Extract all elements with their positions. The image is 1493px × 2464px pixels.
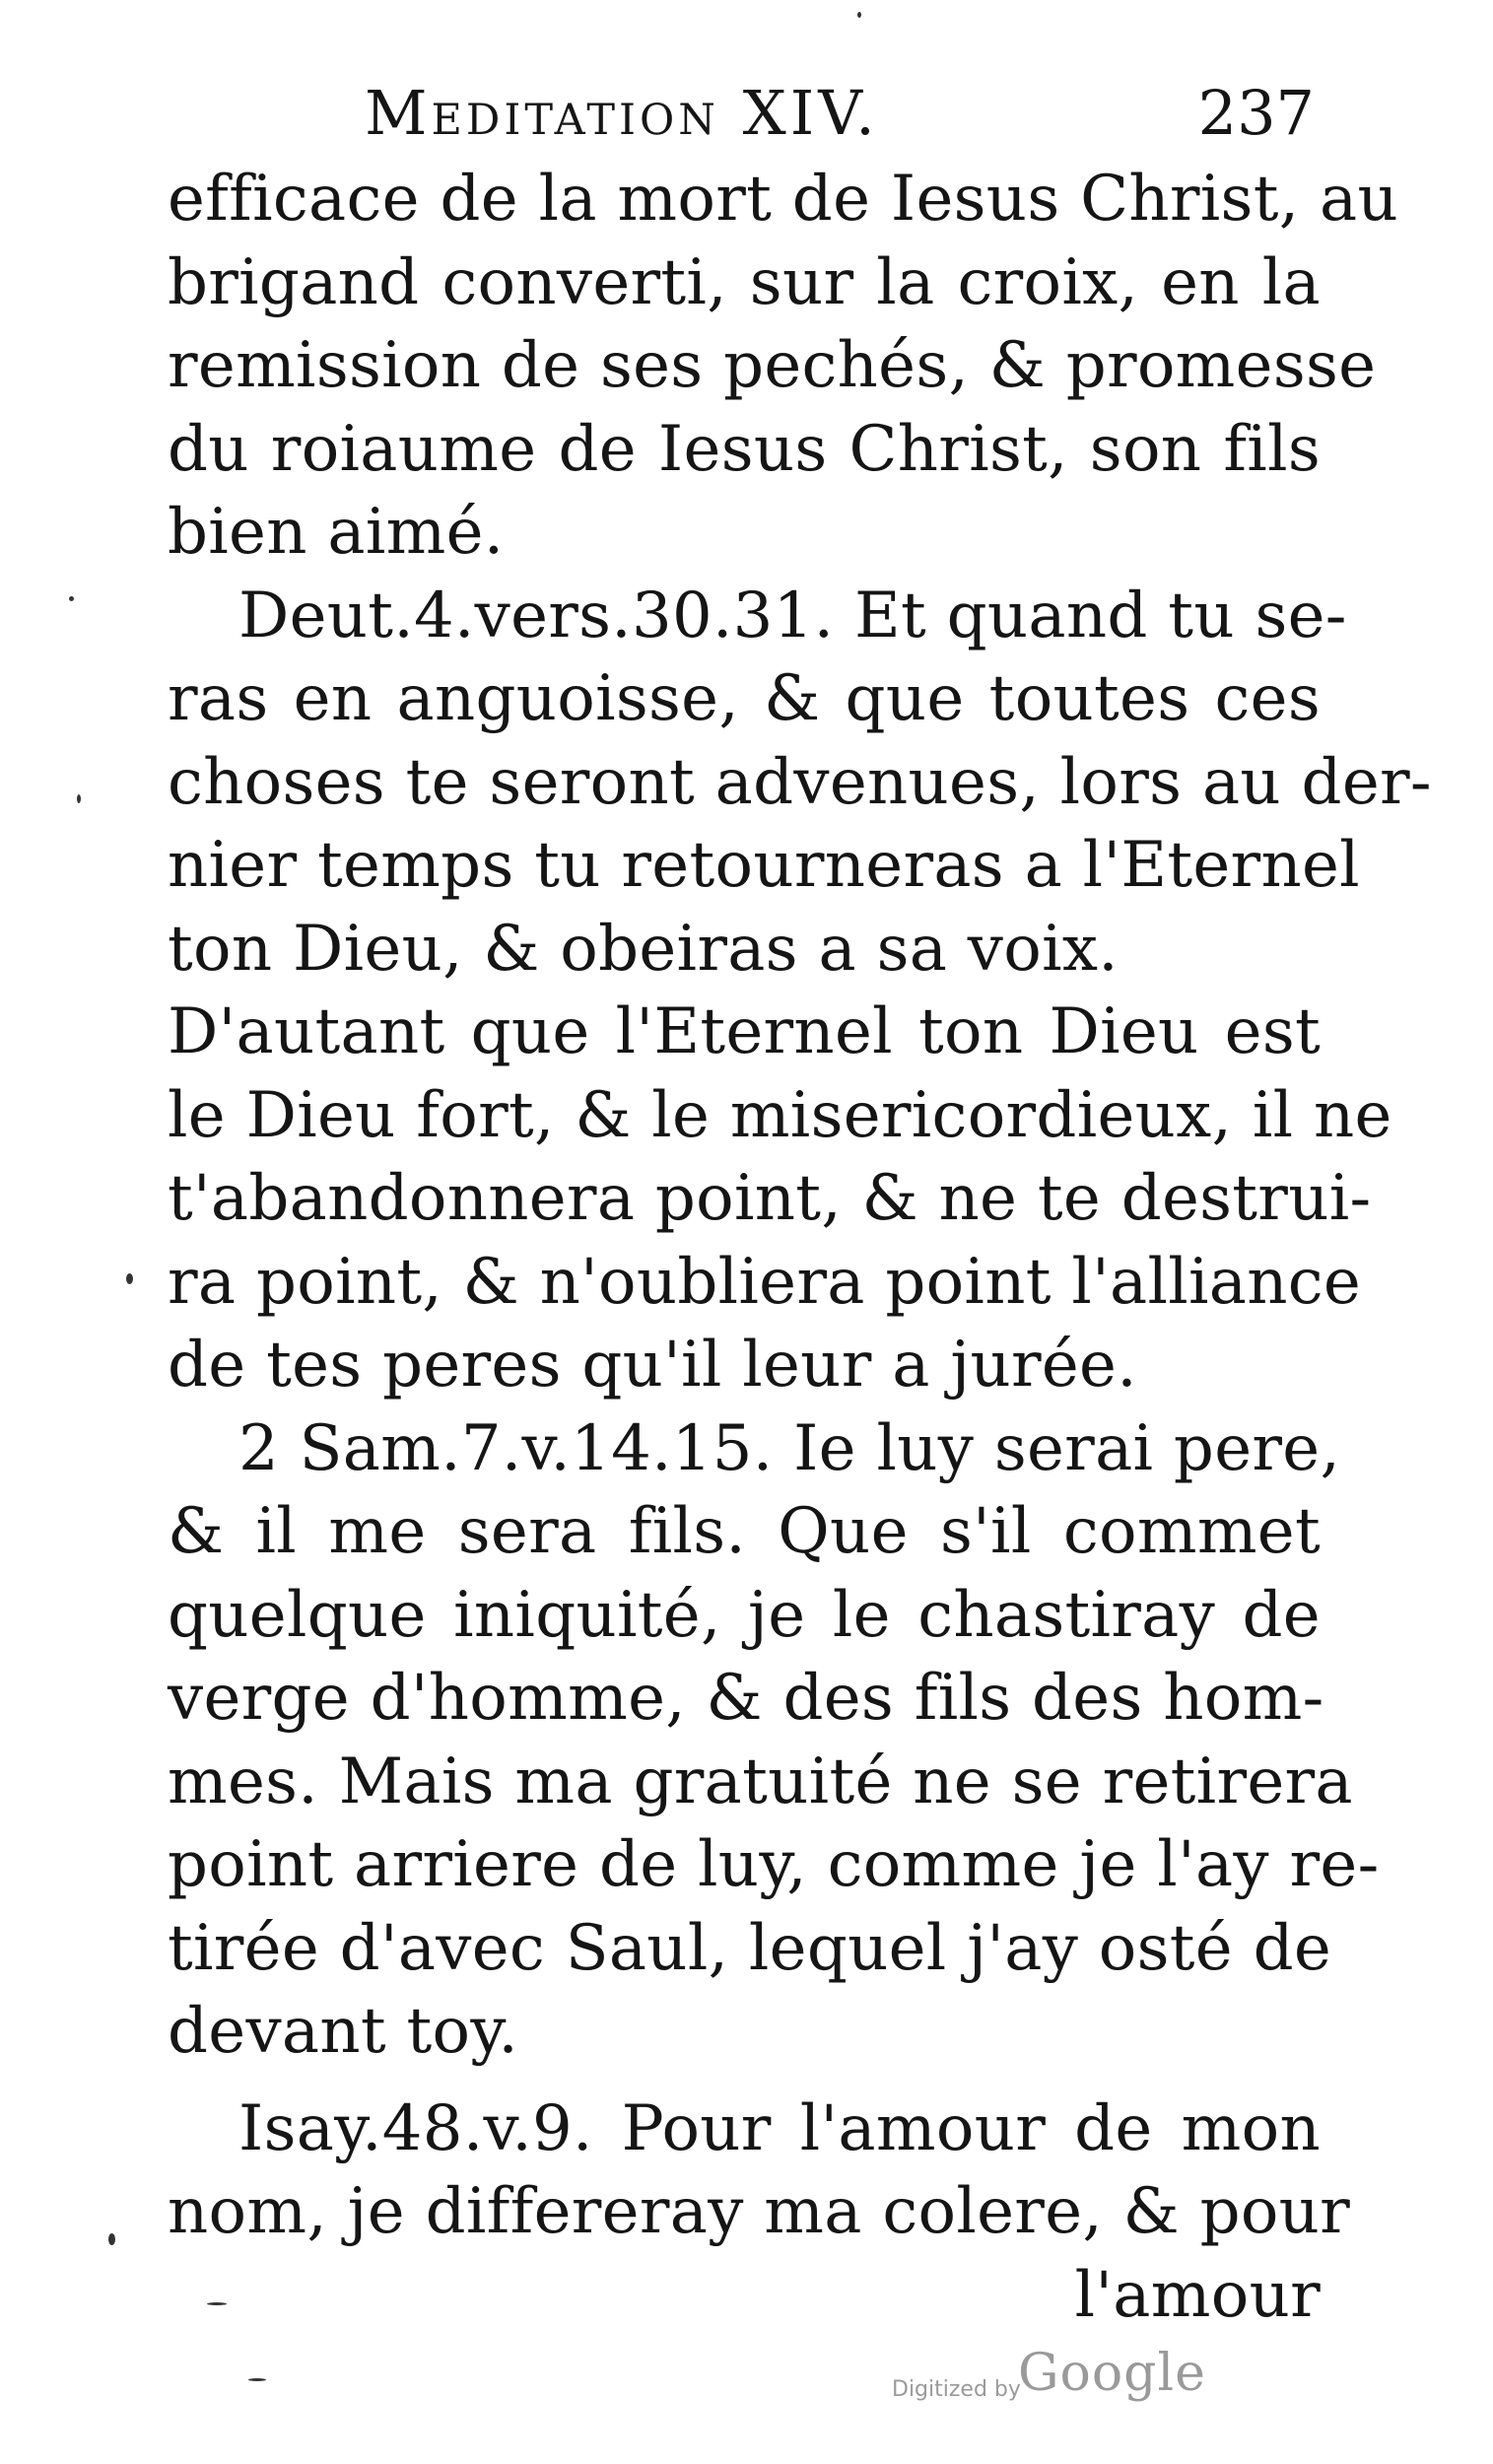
text-line: t'abandonnera point, & ne te destrui- — [168, 1162, 1372, 1235]
running-title: Meditation XIV. — [365, 77, 879, 149]
text-line: ra point, & n'oubliera point l'alliance — [168, 1245, 1362, 1319]
text-line: nier temps tu retourneras a l'Eternel — [168, 829, 1360, 902]
digitized-by-google-watermark — [892, 2344, 1207, 2413]
text-line: & il me sera fils. Que s'il commet — [168, 1495, 1321, 1568]
text-line: bien aimé. — [168, 496, 505, 569]
catchword: l'amour — [1074, 2258, 1321, 2332]
scan-speck — [126, 1273, 133, 1284]
text-line: point arriere de luy, comme je l'ay re- — [168, 1828, 1380, 1901]
page-number: 237 — [1197, 77, 1315, 149]
text-line: le Dieu fort, & le misericordieux, il ne — [168, 1078, 1392, 1152]
text-line: tirée d'avec Saul, lequel j'ay osté de — [168, 1911, 1332, 1985]
page-header — [158, 77, 1321, 166]
text-line: remission de ses pechés, & promesse — [168, 329, 1377, 402]
text-line: 2 Sam.7.v.14.15. Ie luy serai pere, — [238, 1411, 1341, 1485]
text-line: nom, je differeray ma colere, & pour — [168, 2175, 1351, 2248]
text-line: ton Dieu, & obeiras a sa voix. — [168, 912, 1119, 986]
text-line: Isay.48.v.9. Pour l'amour de mon — [238, 2091, 1321, 2165]
text-line: du roiaume de Iesus Christ, son fils — [168, 412, 1321, 486]
scan-speck — [108, 2233, 115, 2245]
scan-speck — [857, 12, 861, 18]
text-line: brigand converti, sur la croix, en la — [168, 245, 1321, 319]
google-logo: Google — [1018, 2344, 1206, 2403]
watermark-prefix: Digitized by — [892, 2377, 1021, 2402]
scan-speck — [69, 596, 74, 601]
text-line: efficace de la mort de Iesus Christ, au — [168, 163, 1398, 236]
scan-speck — [207, 2302, 227, 2305]
text-line: D'autant que l'Eternel ton Dieu est — [168, 995, 1321, 1068]
scan-speck — [77, 794, 81, 803]
text-line: devant toy. — [168, 1995, 518, 2068]
text-line: quelque iniquité, je le chastiray de — [168, 1578, 1321, 1652]
body-text — [168, 158, 1432, 2337]
paragraph-gap — [168, 2074, 1321, 2088]
text-line: verge d'homme, & des fils des hom- — [168, 1662, 1324, 1735]
text-line: de tes peres qu'il leur a jurée. — [168, 1329, 1137, 1402]
text-line: ras en anguoisse, & que toutes ces — [168, 662, 1321, 735]
text-line: choses te seront advenues, lors au der- — [168, 745, 1432, 819]
text-line: mes. Mais ma gratuité ne se retirera — [168, 1745, 1353, 1818]
text-line: Deut.4.vers.30.31. Et quand tu se- — [238, 579, 1347, 652]
scan-speck — [248, 2378, 266, 2381]
